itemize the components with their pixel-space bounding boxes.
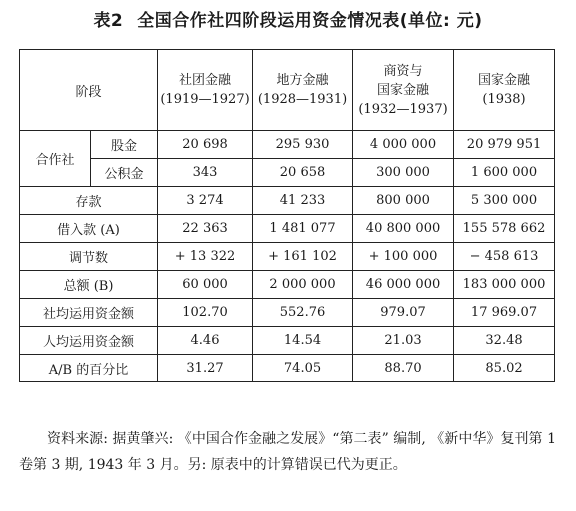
row-label: A/B 的百分比 [20,355,158,382]
table-cell: + 100 000 [353,243,454,271]
table-cell: 21.03 [353,327,454,355]
row-label: 社均运用资金额 [20,299,158,327]
table-cell: 41 233 [253,187,353,215]
period-name: 社团金融 [179,73,232,88]
row-label: 总额 (B) [20,271,158,299]
period-name: 地方金融 [276,73,329,88]
table-cell: 155 578 662 [454,215,555,243]
source-note [19,426,556,478]
period-header-4 [454,50,555,131]
table-row [20,243,555,271]
table-cell: 31.27 [158,355,253,382]
table-cell: − 458 613 [454,243,555,271]
table-cell: 300 000 [353,159,454,187]
row-label: 调节数 [20,243,158,271]
table-cell: 17 969.07 [454,299,555,327]
table-cell: 40 800 000 [353,215,454,243]
table-cell: 2 000 000 [253,271,353,299]
period-name-line1: 商资与 [383,63,423,79]
table-cell: 343 [158,159,253,187]
table-cell: 183 000 000 [454,271,555,299]
period-header-1 [158,50,253,131]
table-cell: 74.05 [253,355,353,382]
table-row [20,355,555,382]
stage-header: 阶段 [20,50,158,131]
table-cell: + 13 322 [158,243,253,271]
period-years: (1919—1927) [160,92,250,107]
table-cell: 46 000 000 [353,271,454,299]
table-cell: 20 658 [253,159,353,187]
table-cell: 102.70 [158,299,253,327]
table-cell: 5 300 000 [454,187,555,215]
table-cell: + 161 102 [253,243,353,271]
table-cell: 4 000 000 [353,131,454,159]
table-row [20,187,555,215]
table-row [20,271,555,299]
row-label: 股金 [91,131,158,159]
table-cell: 14.54 [253,327,353,355]
row-label: 借入款 (A) [20,215,158,243]
table-cell: 1 481 077 [253,215,353,243]
table-cell: 1 600 000 [454,159,555,187]
source-note-text: 资料来源: 据黄肇兴: 《中国合作金融之发展》“第二表” 编制, 《新中华》复刊第 1 卷第 3 期, 1943 年 3 月。另: 原表中的计算错误已代为更正。 [19,431,556,473]
period-years: (1938) [482,92,526,107]
table-title: 全国合作社四阶段运用资金情况表(单位: 元) [137,11,483,31]
table-caption [0,6,576,31]
table-row [20,327,555,355]
table-cell: 85.02 [454,355,555,382]
row-label: 存款 [20,187,158,215]
period-header-2 [253,50,353,131]
row-label: 公积金 [91,159,158,187]
table-cell: 552.76 [253,299,353,327]
table-cell: 800 000 [353,187,454,215]
table-row [20,159,555,187]
table-row [20,299,555,327]
table-row [20,131,555,159]
table-cell: 88.70 [353,355,454,382]
funds-table [19,49,555,382]
table-cell: 20 979 951 [454,131,555,159]
period-years: (1928—1931) [257,92,348,107]
table-cell: 60 000 [158,271,253,299]
period-name-line2: 国家金融 [377,82,430,98]
table-row [20,215,555,243]
group-label-cell: 合作社 [20,131,91,187]
table-cell: 4.46 [158,327,253,355]
table-cell: 3 274 [158,187,253,215]
table-cell: 20 698 [158,131,253,159]
header-row [20,50,555,131]
row-label: 人均运用资金额 [20,327,158,355]
table-cell: 979.07 [353,299,454,327]
table-cell: 295 930 [253,131,353,159]
period-name: 国家金融 [478,73,531,88]
table-cell: 32.48 [454,327,555,355]
period-header-3 [353,50,454,131]
period-years: (1932—1937) [358,101,448,117]
table-cell: 22 363 [158,215,253,243]
table-number: 表2 [93,11,124,31]
